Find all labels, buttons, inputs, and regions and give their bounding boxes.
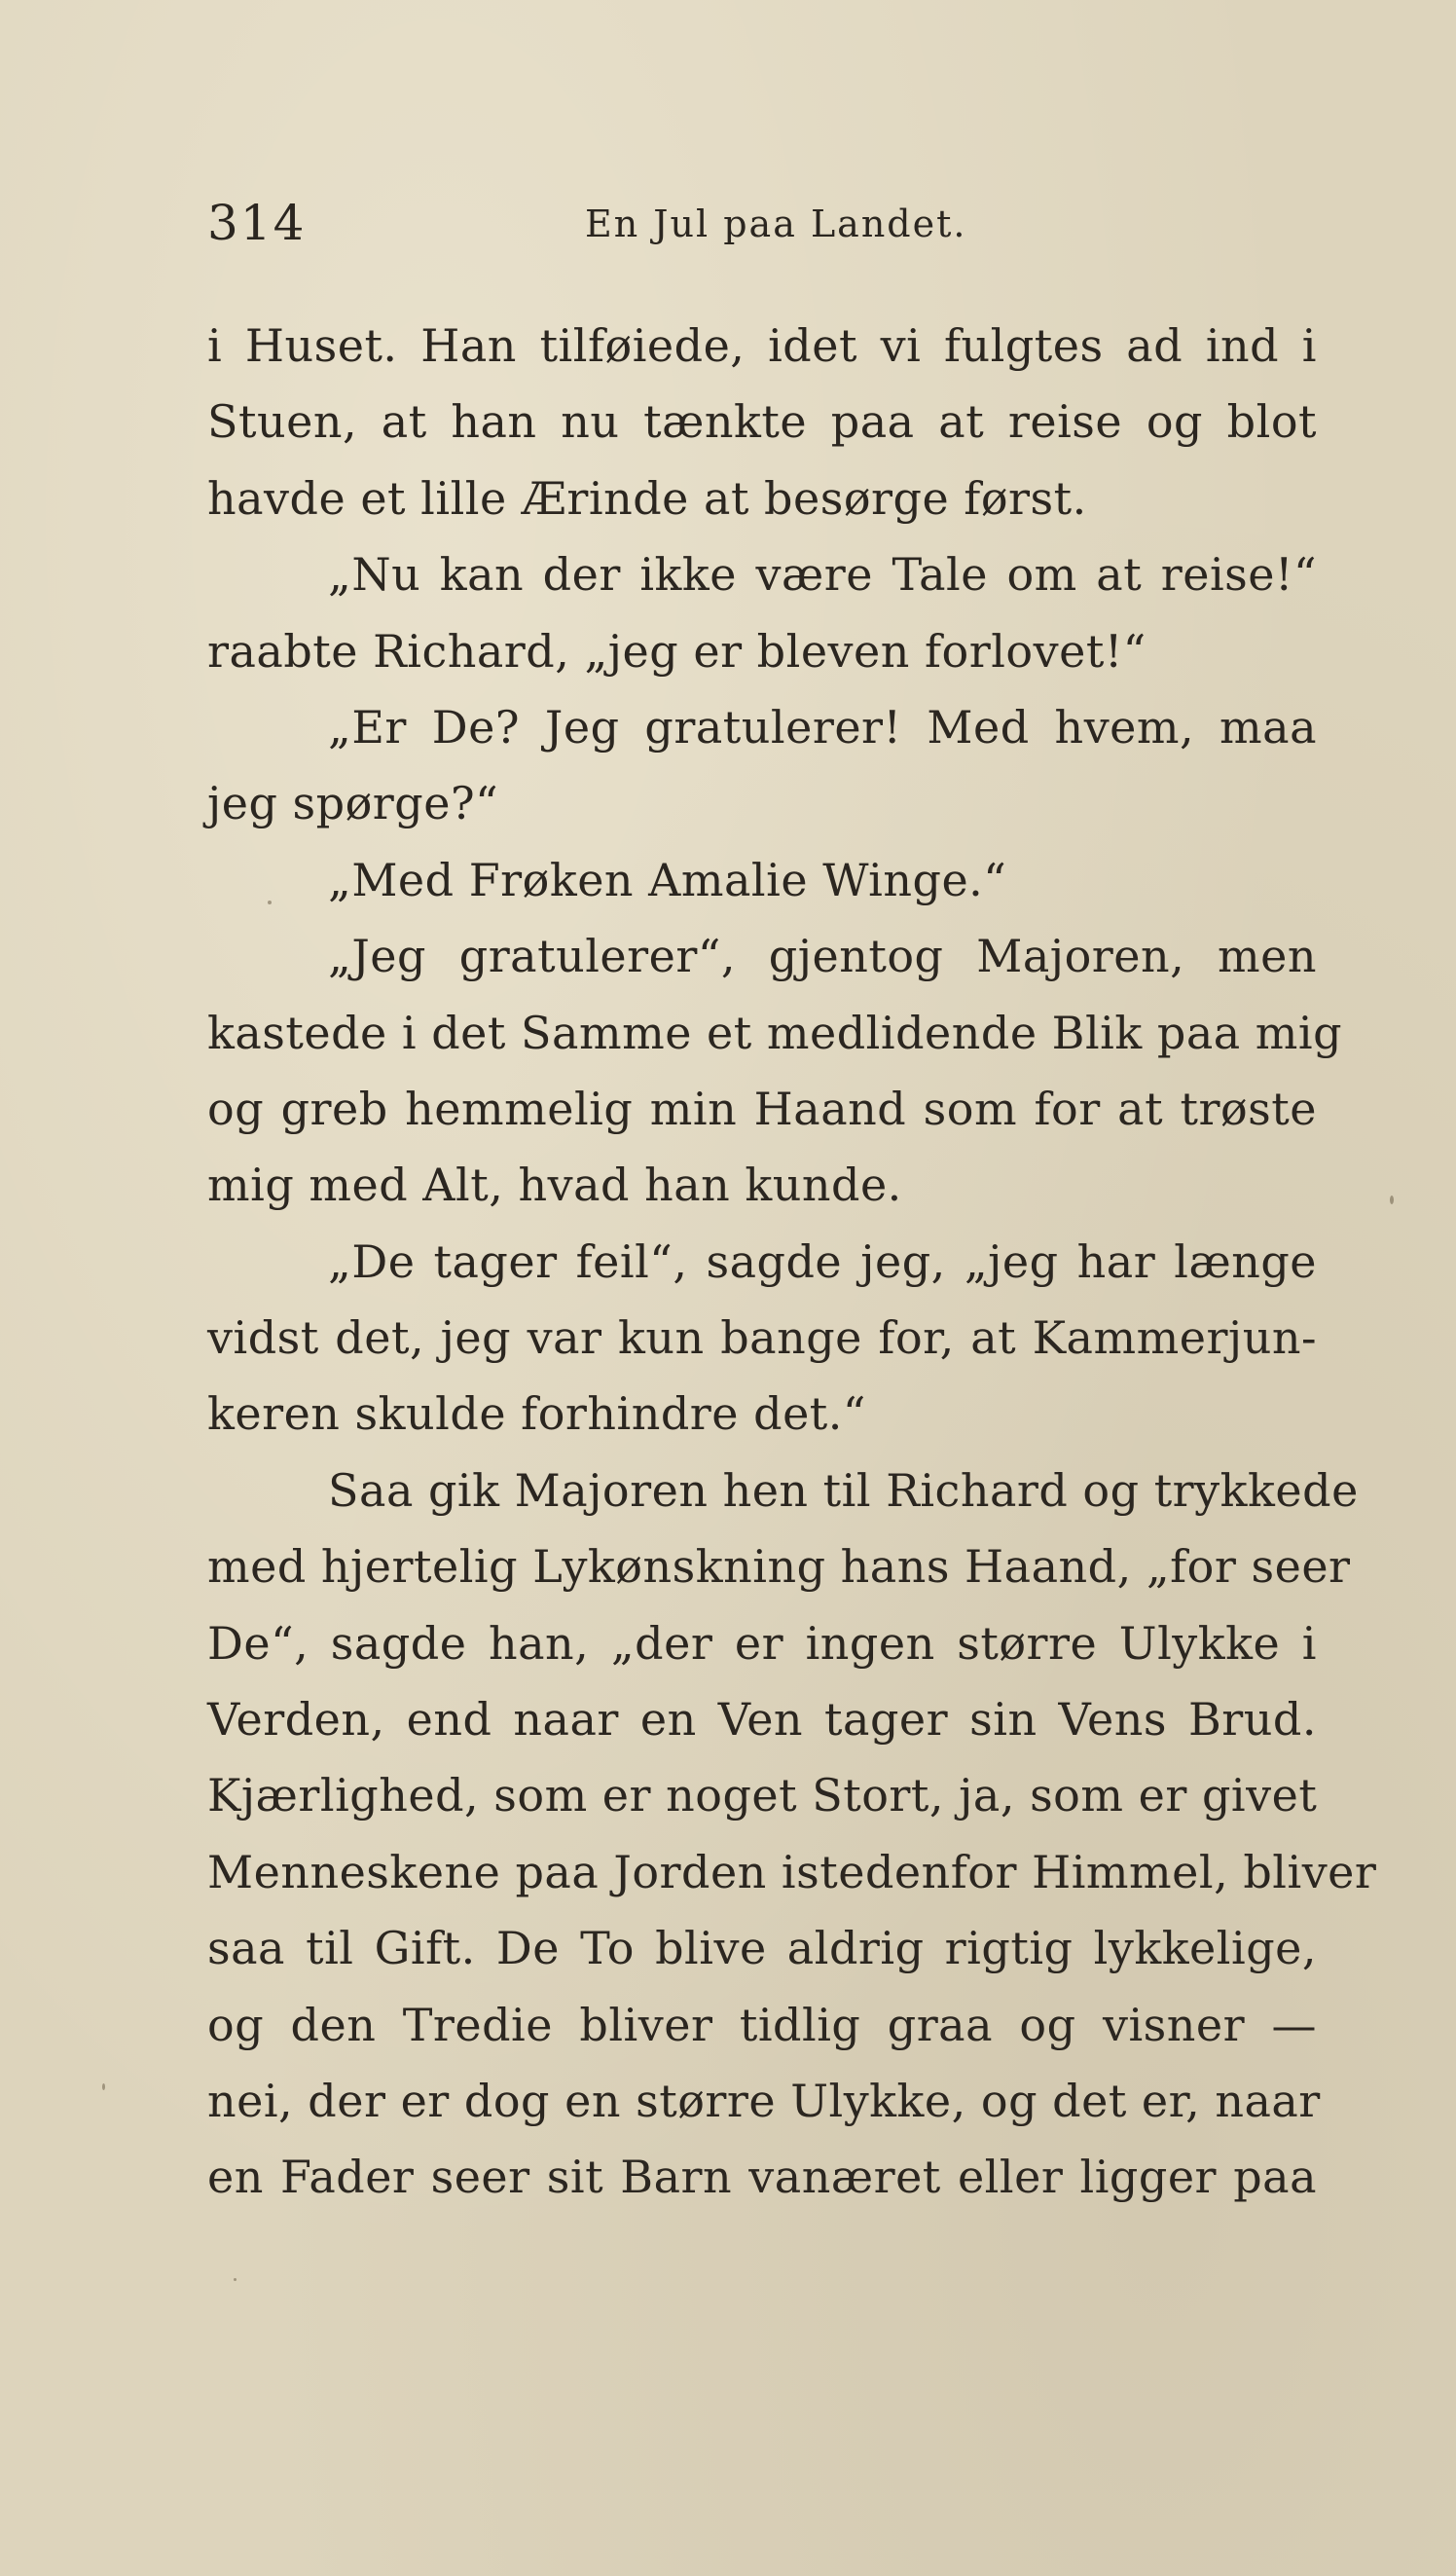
paper-speck [268,901,272,904]
text-line: keren skulde forhindre det.“ [207,1387,866,1441]
running-title: En Jul paa Landet. [585,202,967,245]
text-line: og greb hemmelig min Haand som for at trøste [207,1082,1317,1135]
text-line: med hjertelig Lykønskning hans Haand, „for seer [207,1540,1351,1594]
text-line: kastede i det Samme et medlidende Blik paa mig [207,1006,1343,1059]
text-line: mig med Alt, hvad han kunde. [207,1159,902,1212]
text-line: raabte Richard, „jeg er bleven forlovet!“ [207,624,1147,678]
text-line: jeg spørge?“ [207,777,499,830]
text-line: nei, der er dog en større Ulykke, og det er, naar [207,2074,1321,2127]
page-number: 314 [207,195,307,251]
text-line: Menneskene paa Jorden istedenfor Himmel, bliver [207,1845,1377,1898]
text-line: Saa gik Majoren hen til Richard og trykkede [328,1463,1359,1517]
paper-speck [1390,1196,1394,1204]
text-line: havde et lille Ærinde at besørge først. [207,471,1087,525]
text-line: vidst det, jeg var kun bange for, at Kammerjun- [207,1311,1317,1365]
text-line: Verden, end naar en Ven tager sin Vens Brud. [207,1693,1317,1747]
text-line: „Er De? Jeg gratulerer! Med hvem, maa [328,700,1317,754]
page-header [207,195,1317,263]
text-line: De“, sagde han, „der er ingen større Ulykke i [207,1616,1317,1670]
paper-speck [234,2278,237,2281]
text-line: „Med Frøken Amalie Winge.“ [328,853,1007,906]
text-line: en Fader seer sit Barn vanæret eller ligger paa [207,2151,1317,2204]
paper-speck [102,2083,105,2090]
text-line: Kjærlighed, som er noget Stort, ja, som er givet [207,1769,1318,1822]
text-line: „De tager feil“, sagde jeg, „jeg har længe [328,1234,1317,1288]
text-line: saa til Gift. De To blive aldrig rigtig lykkelige, [207,1922,1317,1975]
text-line: „Nu kan der ikke være Tale om at reise!“ [328,548,1317,602]
text-line: Stuen, at han nu tænkte paa at reise og blot [207,395,1317,449]
body-text [207,308,1377,2216]
text-line: i Huset. Han tilføiede, idet vi fulgtes ad ind i [207,319,1317,372]
text-line: „Jeg gratulerer“, gjentog Majoren, men [328,930,1317,983]
text-line: og den Tredie bliver tidlig graa og visner — [207,1998,1317,2051]
